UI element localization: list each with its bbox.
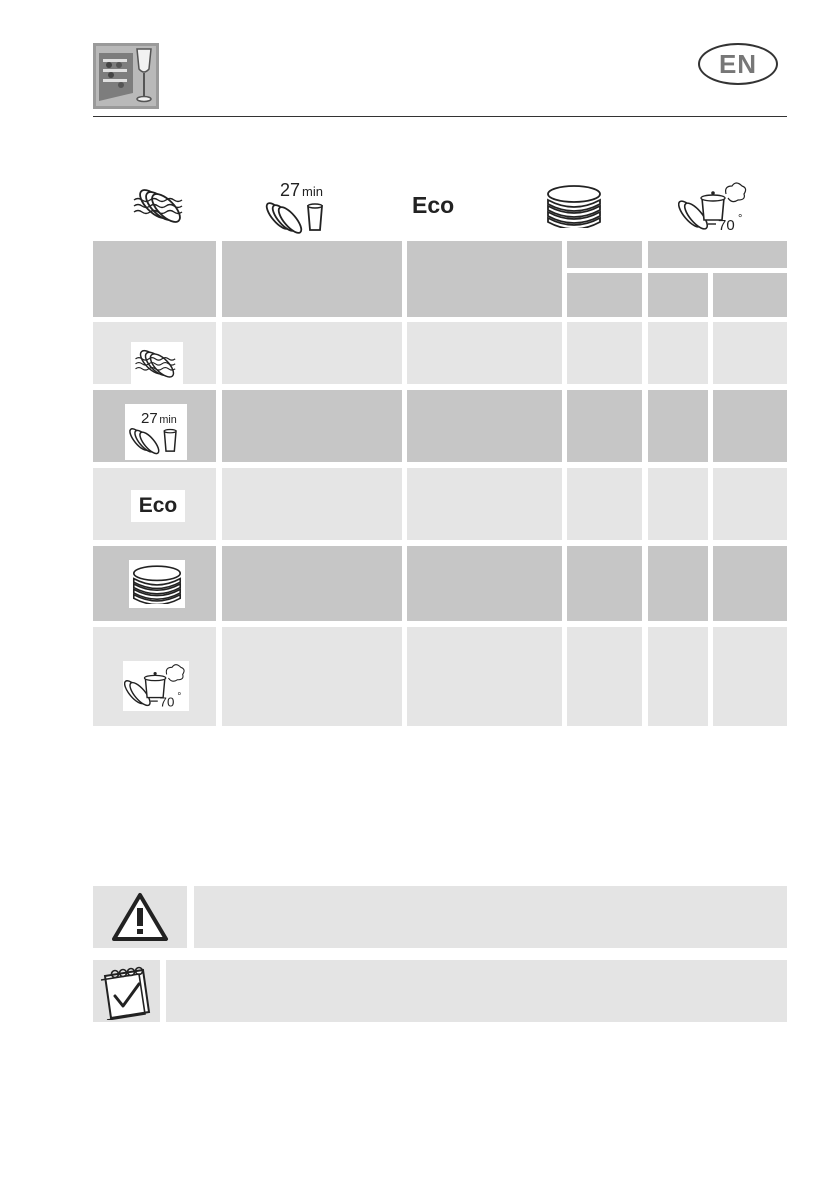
table-cell [407,468,562,540]
quick-wash-glass-icon [125,404,187,460]
header-divider [93,116,787,117]
table-cell [222,546,402,621]
table-row [93,322,216,384]
table-cell [713,468,787,540]
table-header-col2 [222,241,402,317]
table-cell [648,322,708,384]
notepad-icon-box [93,960,160,1022]
svg-text:70: 70 [159,694,175,710]
table-row [93,546,216,621]
warning-icon-box [93,886,187,948]
eco-text-icon: Eco [412,192,455,218]
table-cell [713,322,787,384]
table-row [93,468,216,540]
table-cell [407,322,562,384]
table-cell [567,468,642,540]
pot-steam-icon [678,180,750,239]
svg-text:°: ° [738,213,743,225]
table-header-col5 [648,241,787,268]
table-cell [567,627,642,726]
svg-text:27: 27 [141,409,158,427]
svg-text:°: ° [177,691,182,703]
table-cell [648,468,708,540]
table-cell [713,390,787,462]
table-cell [407,546,562,621]
warning-note-text [194,886,787,948]
table-row [93,390,216,462]
table-header-col4 [567,241,642,268]
table-cell [648,627,708,726]
table-row [93,627,216,726]
table-cell [648,390,708,462]
svg-text:70: 70 [718,217,735,234]
stacked-plates-icon [546,184,602,233]
table-subheader-a [567,273,642,317]
table-cell [713,546,787,621]
table-cell [407,627,562,726]
table-header-col3 [407,241,562,317]
table-cell [222,390,402,462]
table-cell [222,627,402,726]
table-cell [567,390,642,462]
language-badge: EN [698,43,778,85]
notepad-check-icon [97,962,157,1020]
table-cell [222,468,402,540]
table-header-program [93,241,216,317]
table-subheader-c [713,273,787,317]
quick-wash-glass-icon [262,180,334,239]
soak-dishes-icon [132,182,188,233]
svg-text:min: min [302,184,323,199]
eco-text-icon: Eco [131,490,185,522]
table-cell [567,546,642,621]
table-cell [567,322,642,384]
soak-dishes-icon [131,342,183,384]
info-note-text [166,960,787,1022]
table-cell [648,546,708,621]
svg-text:min: min [159,413,177,426]
table-cell [713,627,787,726]
table-cell [407,390,562,462]
table-cell [222,322,402,384]
pot-steam-icon [123,661,189,711]
table-subheader-b [648,273,708,317]
warning-icon [111,892,169,942]
stacked-plates-icon [129,560,185,608]
svg-text:27: 27 [280,180,301,200]
dishwasher-icon [93,43,159,109]
